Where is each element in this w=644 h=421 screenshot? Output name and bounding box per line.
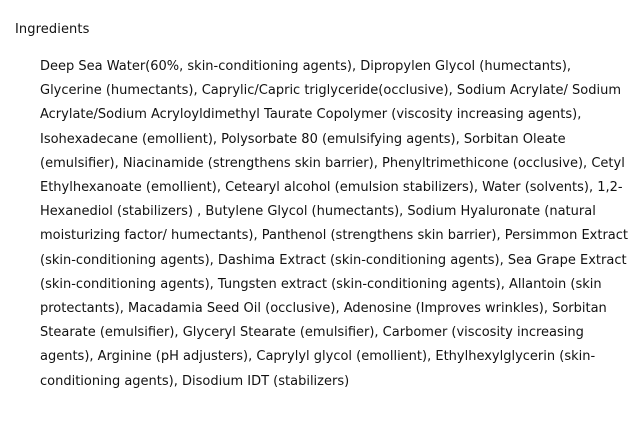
- ingredients-line: conditioning agents), Disodium IDT (stabilizers): [40, 373, 350, 389]
- ingredients-line: (emulsifier), Niacinamide (strengthens skin barrier), Phenyltrimethicone (occlusive), Cetyl: [40, 155, 625, 171]
- ingredients-line: agents), Arginine (pH adjusters), Caprylyl glycol (emollient), Ethylhexylglycerin (skin-: [40, 349, 596, 365]
- ingredients-line: (skin-conditioning agents), Dashima Extract (skin-conditioning agents), Sea Grape Extract: [40, 252, 627, 268]
- ingredients-line: protectants), Macadamia Seed Oil (occlusive), Adenosine (Improves wrinkles), Sorbitan: [40, 301, 607, 317]
- ingredients-line: Glycerine (humectants), Caprylic/Capric triglyceride(occlusive), Sodium Acrylate/ Sodium: [40, 83, 621, 99]
- ingredients-line: Stearate (emulsifier), Glyceryl Stearate (emulsifier), Carbomer (viscosity increasing: [40, 325, 584, 341]
- ingredients-line: Hexanediol (stabilizers) , Butylene Glycol (humectants), Sodium Hyaluronate (natural: [40, 204, 596, 220]
- ingredients-line: Acrylate/Sodium Acryloyldimethyl Taurate Copolymer (viscosity increasing agents),: [40, 107, 582, 123]
- ingredients-line: (skin-conditioning agents), Tungsten extract (skin-conditioning agents), Allantoin (skin: [40, 276, 602, 292]
- ingredients-line: moisturizing factor/ humectants), Panthenol (strengthens skin barrier), Persimmon Extract: [40, 228, 629, 244]
- ingredients-line: Deep Sea Water(60%, skin-conditioning agents), Dipropylen Glycol (humectants),: [40, 59, 572, 74]
- ingredients-line: Ethylhexanoate (emollient), Cetearyl alcohol (emulsion stabilizers), Water (solvents), 1,2-: [40, 180, 623, 196]
- ingredients-heading: Ingredients: [15, 22, 90, 37]
- ingredients-line: Isohexadecane (emollient), Polysorbate 80 (emulsifying agents), Sorbitan Oleate: [40, 131, 566, 147]
- ingredients-list: [40, 55, 632, 394]
